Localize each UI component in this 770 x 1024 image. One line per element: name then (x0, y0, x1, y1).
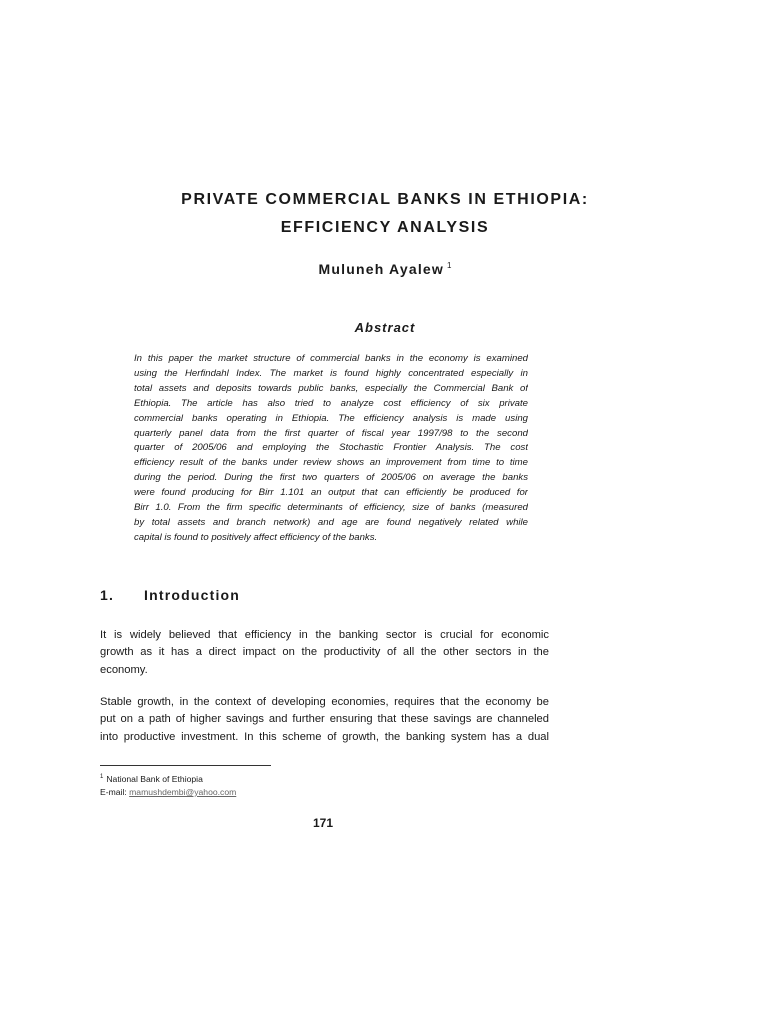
abstract-heading: Abstract (354, 320, 416, 335)
section-title: Introduction (144, 587, 241, 603)
abstract-line: were found producing for Birr 1.101 an output that can efficiently be produced for (134, 487, 528, 499)
paper-title-line-1: PRIVATE COMMERCIAL BANKS IN ETHIOPIA: (181, 191, 589, 208)
author-name-text: Muluneh Ayalew (318, 261, 444, 277)
abstract-line: quarterly panel data from the first quarter of fiscal year 1997/98 to the second (134, 427, 528, 439)
abstract-line: efficiency result of the banks under review shows an improvement from time to time (134, 457, 528, 469)
abstract-line: Ethiopia. The article has also tried to analyze cost efficiency of six private (134, 397, 528, 409)
author-name (90, 261, 680, 277)
abstract-line: total assets and deposits towards public banks, especially the Commercial Bank of (134, 382, 528, 394)
footnote-separator (100, 765, 271, 766)
footnote-email (100, 786, 236, 799)
abstract-line: capital is found to positively affect efficiency of the banks. (134, 531, 378, 543)
abstract-body (134, 352, 528, 546)
author-footnote-marker: 1 (447, 261, 452, 271)
paragraph-line: It is widely believed that efficiency in the banking sector is crucial for economic (100, 629, 549, 641)
paragraph-line: Stable growth, in the context of developing economies, requires that the economy be (100, 696, 549, 708)
footnote-affiliation-text: National Bank of Ethiopia (106, 773, 203, 784)
paper-title-line-2: EFFICIENCY ANALYSIS (280, 219, 490, 236)
email-link[interactable]: mamushdembi@yahoo.com (129, 787, 237, 797)
footnote-affiliation (100, 771, 203, 786)
body-paragraph (100, 627, 549, 679)
section-heading-introduction (100, 587, 240, 603)
abstract-line: during the period. During the first two quarters of 2005/06 on average the banks (134, 472, 528, 484)
paragraph-line: put on a path of higher savings and further ensuring that these savings are channeled (100, 713, 549, 726)
section-number: 1. (100, 587, 115, 603)
footnote-email-label: E-mail: (100, 787, 127, 797)
abstract-line: using the Herfindahl Index. The market is found highly concentrated especially in (134, 367, 528, 379)
page-number: 171 (312, 816, 334, 830)
body-paragraph (100, 694, 549, 746)
footnote-marker: 1 (100, 774, 104, 780)
abstract-line: commercial banks operating in Ethiopia. The efficiency analysis is made using (134, 412, 528, 424)
paragraph-line: into productive investment. In this scheme of growth, the banking system has a dual (100, 730, 549, 743)
paragraph-line: growth as it has a direct impact on the productivity of all the other sectors in the (100, 646, 549, 659)
abstract-line: In this paper the market structure of commercial banks in the economy is examined (134, 353, 528, 364)
paragraph-line: economy. (100, 663, 148, 676)
abstract-line: by total assets and branch network) and age are found negatively related while (134, 516, 528, 528)
abstract-line: quarter of 2005/06 and employing the Stochastic Frontier Analysis. The cost (134, 442, 528, 454)
abstract-line: Birr 1.0. From the firm specific determinants of efficiency, size of banks (measured (134, 502, 528, 514)
